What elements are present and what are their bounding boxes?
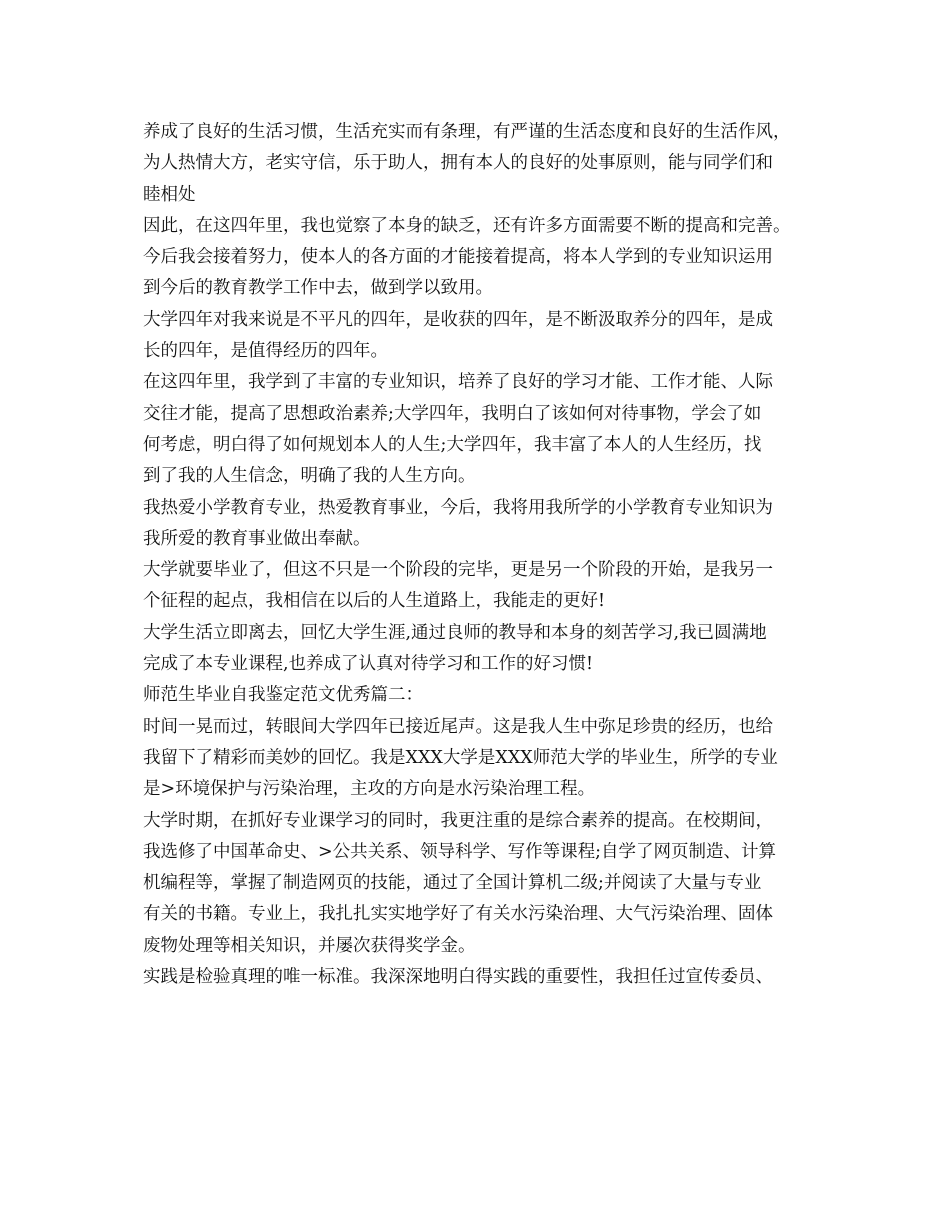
paragraph bbox=[143, 555, 823, 618]
text-line: 在这四年里，我学到了丰富的专业知识，培养了良好的学习才能、工作才能、人际 bbox=[143, 372, 773, 393]
paragraph bbox=[143, 618, 823, 681]
text-line: 时间一晃而过，转眼间大学四年已接近尾声。这是我人生中弥足珍贵的经历，也给 bbox=[143, 716, 773, 737]
text-line: 完成了本专业课程,也养成了认真对待学习和工作的好习惯! bbox=[143, 654, 594, 675]
paragraph bbox=[143, 806, 823, 962]
text-line: 机编程等，掌握了制造网页的技能，通过了全国计算机二级;并阅读了大量与专业 bbox=[143, 873, 762, 894]
text-line: 大学四年对我来说是不平凡的四年，是收获的四年，是不断汲取养分的四年，是成 bbox=[143, 309, 773, 330]
paragraph bbox=[143, 305, 823, 368]
text-line: 师范生毕业自我鉴定范文优秀篇二： bbox=[143, 685, 423, 706]
text-line: 长的四年，是值得经历的四年。 bbox=[143, 341, 388, 362]
text-line: 今后我会接着努力，使本人的各方面的才能接着提高，将本人学到的专业知识运用 bbox=[143, 247, 773, 268]
paragraph bbox=[143, 712, 823, 806]
paragraph bbox=[143, 117, 823, 211]
text-line: 交往才能，提高了思想政治素养;大学四年，我明白了该如何对待事物，学会了如 bbox=[143, 403, 762, 424]
text-line: 是>环境保护与污染治理，主攻的方向是水污染治理工程。 bbox=[143, 779, 596, 800]
text-line: 到今后的教育教学工作中去，做到学以致用。 bbox=[143, 278, 493, 299]
text-line: 睦相处 bbox=[143, 184, 196, 205]
text-line: 废物处理等相关知识，并屡次获得奖学金。 bbox=[143, 935, 476, 956]
paragraph bbox=[143, 493, 823, 556]
text-line: 我选修了中国革命史、>公共关系、领导科学、写作等课程;自学了网页制造、计算 bbox=[143, 841, 777, 862]
text-line: 我留下了精彩而美妙的回忆。我是XXX大学是XXX师范大学的毕业生，所学的专业 bbox=[143, 747, 778, 768]
text-line: 个征程的起点，我相信在以后的人生道路上，我能走的更好! bbox=[143, 591, 606, 612]
text-line: 养成了良好的生活习惯，生活充实而有条理，有严谨的生活态度和良好的生活作风， bbox=[143, 122, 791, 142]
text-line: 何考虑，明白得了如何规划本人的人生;大学四年，我丰富了本人的人生经历，找 bbox=[143, 434, 762, 455]
text-line: 为人热情大方，老实守信，乐于助人，拥有本人的良好的处事原则，能与同学们和 bbox=[143, 153, 773, 174]
text-line: 我所爱的教育事业做出奉献。 bbox=[143, 528, 371, 549]
paragraph bbox=[143, 211, 823, 305]
section-heading bbox=[143, 680, 823, 711]
text-line: 因此，在这四年里，我也觉察了本身的缺乏，还有许多方面需要不断的提高和完善。 bbox=[143, 215, 791, 236]
text-line: 有关的书籍。专业上，我扎扎实实地学好了有关水污染治理、大气污染治理、固体 bbox=[143, 904, 773, 925]
text-line: 我热爱小学教育专业，热爱教育事业，今后，我将用我所学的小学教育专业知识为 bbox=[143, 497, 773, 518]
text-line: 大学生活立即离去，回忆大学生涯,通过良师的教导和本身的刻苦学习,我已圆满地 bbox=[143, 622, 767, 643]
text-line: 大学就要毕业了，但这不只是一个阶段的完毕，更是另一个阶段的开始，是我另一 bbox=[143, 560, 773, 581]
paragraph bbox=[143, 367, 823, 492]
document-body bbox=[143, 117, 823, 993]
text-line: 到了我的人生信念，明确了我的人生方向。 bbox=[143, 466, 476, 487]
paragraph bbox=[143, 962, 823, 993]
text-line: 实践是检验真理的唯一标准。我深深地明白得实践的重要性，我担任过宣传委员、 bbox=[143, 967, 773, 988]
text-line: 大学时期，在抓好专业课学习的同时，我更注重的是综合素养的提高。在校期间， bbox=[143, 810, 773, 831]
